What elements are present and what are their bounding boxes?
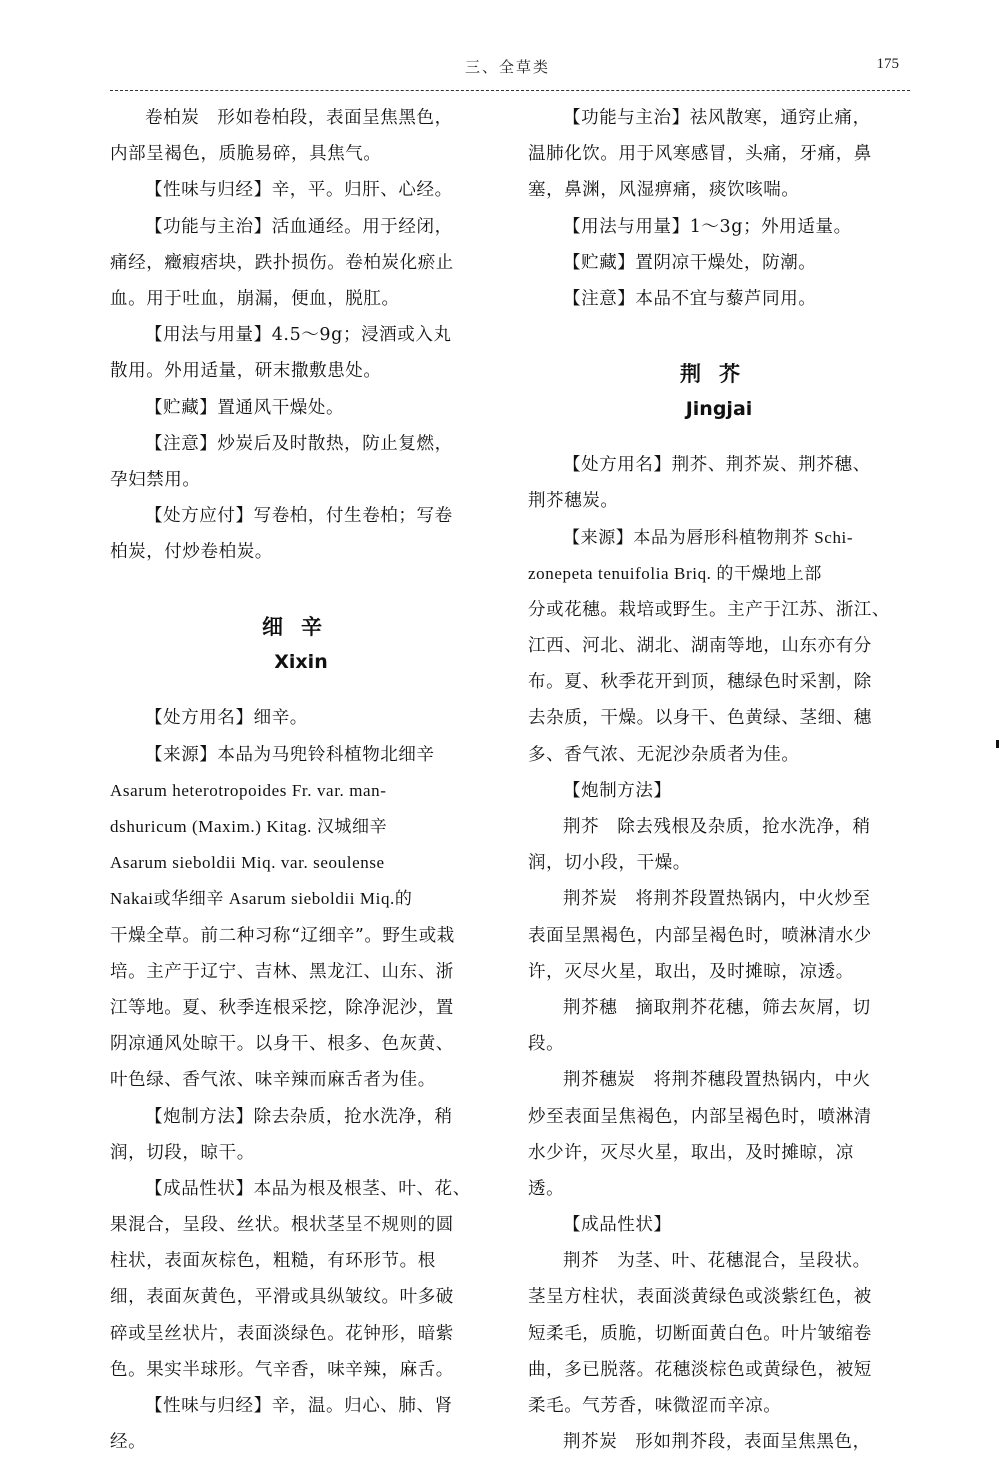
entry-pinyin-jingjie: Jingjai [685, 398, 753, 421]
text-line: Asarum heterotropoides Fr. var. man- [110, 780, 387, 800]
text-line: 【功能与主治】活血通经。用于经闭， [145, 216, 453, 237]
text-line: 多、香气浓、无泥沙杂质者为佳。 [528, 744, 800, 765]
right-text-block-a [528, 100, 910, 317]
text-line: 【炮制方法】除去杂质，抢水洗净，稍 [145, 1106, 453, 1127]
text-line: 润，切段，晾干。 [110, 1142, 255, 1163]
text-line: 培。主产于辽宁、吉林、黑龙江、山东、浙 [110, 961, 454, 982]
text-line: 痛经，癥瘕痞块，跌扑损伤。卷柏炭化瘀止 [110, 252, 454, 273]
text-line: 【用法与用量】4.5～9g；浸酒或入丸 [145, 325, 452, 346]
spacer [528, 317, 910, 353]
text-line: 【来源】本品为马兜铃科植物北细辛 [145, 744, 435, 765]
text-line: 荆芥 为茎、叶、花穗混合，呈段状。 [563, 1251, 871, 1272]
entry-title-jingjie: 荆芥 [680, 362, 758, 387]
text-line: 布。夏、秋季花开到顶，穗绿色时采割，除 [528, 672, 872, 693]
text-line: 塞，鼻渊，风湿痹痛，痰饮咳喘。 [528, 180, 800, 201]
text-line: 碎或呈丝状片，表面淡绿色。花钟形，暗紫 [110, 1323, 454, 1344]
text-line: 去杂质，干燥。以身干、色黄绿、茎细、穗 [528, 708, 872, 729]
right-column [528, 100, 910, 1460]
text-line: 水少许，灭尽火星，取出，及时摊晾，凉 [528, 1142, 854, 1163]
text-line: 【注意】本品不宜与藜芦同用。 [563, 288, 817, 309]
text-line: 润，切小段，干燥。 [528, 853, 691, 874]
spacer [110, 570, 492, 606]
spacer [110, 680, 492, 700]
text-line: 荆芥 除去残根及杂质，抢水洗净，稍 [563, 817, 871, 837]
text-line: 透。 [528, 1178, 565, 1199]
text-line: 卷柏炭 形如卷柏段，表面呈焦黑色， [145, 108, 453, 128]
left-text-block-a [110, 100, 492, 570]
text-line: 【贮藏】置通风干燥处。 [145, 397, 345, 418]
text-line: 经。 [110, 1432, 147, 1453]
text-line: 短柔毛，质脆，切断面黄白色。叶片皱缩卷 [528, 1323, 872, 1344]
text-line: 荆芥穗 摘取荆芥花穗，筛去灰屑，切 [563, 997, 871, 1018]
text-line: 柱状，表面灰棕色，粗糙，有环形节。根 [110, 1251, 436, 1272]
entry-pinyin-xixin: Xixin [274, 651, 328, 674]
text-line: 【来源】本品为唇形科植物荆芥 Schi- [563, 527, 854, 547]
text-line: 【性味与归经】辛，温。归心、肺、肾 [145, 1396, 453, 1416]
text-line: 果混合，呈段、丝状。根状茎呈不规则的圆 [110, 1215, 454, 1236]
text-line: 炒至表面呈焦褐色，内部呈褐色时，喷淋清 [528, 1106, 872, 1127]
text-line: 血。用于吐血，崩漏，便血，脱肛。 [110, 288, 400, 309]
running-header [110, 54, 905, 90]
text-line: 【成品性状】 [563, 1215, 672, 1236]
right-text-block-b [528, 447, 910, 1460]
text-line: 荆芥炭 将荆芥段置热锅内，中火炒至 [563, 889, 871, 910]
text-line: 荆芥炭 形如荆芥段，表面呈焦黑色， [563, 1432, 871, 1453]
text-line: dshuricum (Maxim.) Kitag. 汉城细辛 [110, 817, 388, 836]
text-line: 干燥全草。前二种习称“辽细辛”。野生或栽 [110, 925, 455, 946]
text-line: 茎呈方柱状，表面淡黄绿色或淡紫红色，被 [528, 1287, 872, 1308]
text-line: Nakai或华细辛 Asarum sieboldii Miq.的 [110, 889, 413, 909]
section-title: 三、全草类 [464, 58, 550, 76]
text-line: 柔毛。气芳香，味微涩而辛凉。 [528, 1396, 782, 1416]
text-line: 表面呈黑褐色，内部呈褐色时，喷淋清水少 [528, 925, 872, 946]
page-number: 175 [876, 56, 899, 72]
text-line: 曲，多已脱落。花穗淡棕色或黄绿色，被短 [528, 1359, 872, 1380]
text-line: 孕妇禁用。 [110, 469, 201, 490]
text-line: 散用。外用适量，研末撒敷患处。 [110, 361, 382, 382]
text-line: zonepeta tenuifolia Briq. 的干燥地上部 [528, 563, 822, 583]
text-line: 分或花穗。栽培或野生。主产于江苏、浙江、 [528, 599, 890, 620]
left-text-block-b [110, 700, 492, 1460]
text-line: 【成品性状】本品为根及根茎、叶、花、 [145, 1178, 471, 1199]
text-line: 温肺化饮。用于风寒感冒，头痛，牙痛，鼻 [528, 144, 872, 165]
text-line: 【处方用名】细辛。 [145, 708, 308, 729]
text-line: 【功能与主治】祛风散寒，通窍止痛， [563, 108, 871, 128]
text-line: 【贮藏】置阴凉干燥处，防潮。 [563, 252, 817, 273]
text-line: 荆芥穗炭 将荆芥穗段置热锅内，中火 [563, 1070, 871, 1091]
text-line: Asarum sieboldii Miq. var. seoulense [110, 853, 385, 873]
text-line: 江西、河北、湖北、湖南等地，山东亦有分 [528, 636, 872, 657]
text-line: 【处方用名】荆芥、荆芥炭、荆芥穗、 [563, 455, 871, 476]
text-line: 阴凉通风处晾干。以身干、根多、色灰黄、 [110, 1034, 454, 1055]
text-line: 【炮制方法】 [563, 780, 672, 801]
text-line: 叶色绿、香气浓、味辛辣而麻舌者为佳。 [110, 1070, 436, 1091]
text-line: 【性味与归经】辛，平。归肝、心经。 [145, 180, 453, 201]
left-column [110, 100, 492, 1460]
text-line: 许，灭尽火星，取出，及时摊晾，凉透。 [528, 961, 854, 982]
header-rule [110, 90, 910, 91]
text-line: 色。果实半球形。气辛香，味辛辣，麻舌。 [110, 1359, 454, 1380]
spacer [528, 427, 910, 447]
text-line: 江等地。夏、秋季连根采挖，除净泥沙，置 [110, 997, 454, 1018]
text-line: 内部呈褐色，质脆易碎，具焦气。 [110, 144, 382, 165]
text-line: 【用法与用量】1～3g；外用适量。 [563, 216, 852, 237]
text-line: 【注意】炒炭后及时散热，防止复燃， [145, 433, 453, 454]
text-line: 【处方应付】写卷柏，付生卷柏；写卷 [145, 506, 453, 527]
text-line: 柏炭，付炒卷柏炭。 [110, 542, 273, 563]
entry-title-xixin: 细辛 [262, 615, 340, 640]
text-line: 荆芥穗炭。 [528, 491, 619, 512]
text-line: 段。 [528, 1034, 565, 1055]
text-line: 细，表面灰黄色，平滑或具纵皱纹。叶多破 [110, 1287, 454, 1308]
